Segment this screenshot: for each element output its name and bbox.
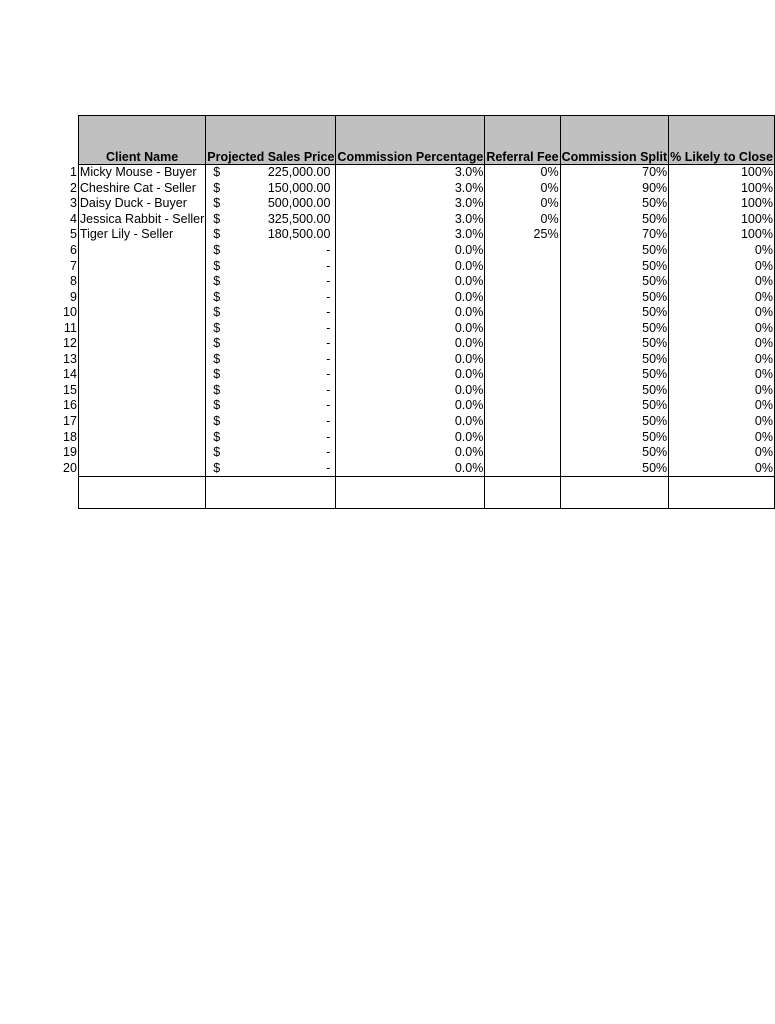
cell-commission-percentage[interactable]: 0.0% (336, 243, 485, 259)
cell-projected-sales-price[interactable] (206, 398, 336, 414)
cell-commission-split[interactable]: 50% (560, 414, 669, 430)
cell-likely-to-close[interactable]: 0% (669, 258, 775, 274)
cell-commission-percentage[interactable]: 0.0% (336, 289, 485, 305)
cell-referral-fee[interactable] (485, 429, 560, 445)
price-value: - (326, 320, 331, 335)
cell-commission-percentage[interactable]: 0.0% (336, 305, 485, 321)
cell-projected-sales-price[interactable] (206, 367, 336, 383)
cell-commission-percentage[interactable]: 0.0% (336, 367, 485, 383)
currency-symbol: $ (213, 336, 221, 351)
row-number: 15 (63, 382, 77, 397)
price-value: - (326, 351, 331, 366)
cell-projected-sales-price[interactable] (206, 289, 336, 305)
cell-likely-to-close[interactable] (669, 476, 775, 508)
cell-commission-percentage[interactable] (336, 476, 485, 508)
cell-projected-sales-price[interactable] (206, 305, 336, 321)
price-value: - (326, 243, 331, 257)
cell-commission-split[interactable]: 70% (560, 227, 669, 243)
cell-likely-to-close[interactable]: 100% (669, 181, 775, 197)
price-value: - (326, 414, 331, 429)
table-row (62, 243, 774, 259)
currency-symbol: $ (213, 211, 221, 226)
cell-commission-split[interactable]: 50% (560, 398, 669, 414)
table-row (62, 181, 774, 197)
cell-commission-percentage[interactable]: 0.0% (336, 352, 485, 368)
cell-likely-to-close[interactable]: 100% (669, 212, 775, 228)
currency-symbol: $ (213, 382, 221, 397)
row-number: 10 (63, 305, 77, 320)
cell-likely-to-close[interactable]: 100% (669, 227, 775, 243)
price-value: - (326, 460, 331, 475)
cell-commission-split[interactable]: 50% (560, 305, 669, 321)
table-row (62, 383, 774, 399)
row-number: 5 (69, 227, 77, 242)
currency-symbol: $ (213, 398, 221, 413)
cell-commission-split[interactable]: 50% (560, 258, 669, 274)
table-row (62, 367, 774, 383)
cell-commission-split[interactable]: 50% (560, 243, 669, 259)
cell-referral-fee[interactable] (485, 243, 560, 259)
cell-commission-split[interactable]: 50% (560, 320, 669, 336)
cell-client-name[interactable] (78, 445, 205, 461)
currency-symbol: $ (213, 320, 221, 335)
row-number (62, 476, 78, 508)
cell-likely-to-close[interactable]: 0% (669, 243, 775, 259)
cell-projected-sales-price[interactable] (206, 460, 336, 476)
cell-client-name[interactable] (78, 398, 205, 414)
row-number: 20 (63, 460, 77, 475)
cell-commission-split[interactable]: 50% (560, 274, 669, 290)
cell-commission-percentage[interactable]: 0.0% (336, 258, 485, 274)
currency-symbol: $ (213, 305, 221, 320)
row-number: 11 (63, 320, 77, 335)
price-value: - (326, 336, 331, 351)
cell-projected-sales-price[interactable] (206, 320, 336, 336)
cell-projected-sales-price[interactable] (206, 243, 336, 259)
cell-commission-percentage[interactable]: 3.0% (336, 181, 485, 197)
row-number: 6 (69, 243, 77, 257)
currency-symbol: $ (213, 227, 221, 242)
row-number: 9 (69, 289, 77, 304)
cell-referral-fee[interactable] (485, 305, 560, 321)
row-number: 17 (63, 414, 77, 429)
cell-commission-percentage[interactable]: 0.0% (336, 414, 485, 430)
cell-referral-fee[interactable] (485, 445, 560, 461)
currency-symbol: $ (213, 258, 221, 273)
price-value: 150,000.00 (267, 180, 331, 195)
cell-commission-split[interactable]: 50% (560, 336, 669, 352)
price-value: 325,500.00 (267, 211, 331, 226)
cell-projected-sales-price[interactable] (206, 476, 336, 508)
cell-client-name[interactable] (78, 476, 205, 508)
cell-referral-fee[interactable]: 0% (485, 212, 560, 228)
price-value: - (326, 429, 331, 444)
row-number: 19 (63, 445, 77, 460)
row-number: 1 (69, 165, 77, 180)
cell-commission-percentage[interactable]: 0.0% (336, 336, 485, 352)
cell-referral-fee[interactable]: 0% (485, 196, 560, 212)
currency-symbol: $ (213, 429, 221, 444)
cell-projected-sales-price[interactable] (206, 445, 336, 461)
cell-client-name[interactable] (78, 243, 205, 259)
cell-likely-to-close[interactable]: 0% (669, 305, 775, 321)
cell-client-name[interactable] (78, 258, 205, 274)
row-number: 18 (63, 429, 77, 444)
price-value: - (326, 398, 331, 413)
table-row (62, 227, 774, 243)
cell-commission-split[interactable]: 50% (560, 460, 669, 476)
cell-likely-to-close[interactable]: 0% (669, 429, 775, 445)
cell-client-name[interactable] (78, 414, 205, 430)
cell-client-name[interactable] (78, 367, 205, 383)
currency-symbol: $ (213, 445, 221, 460)
cell-commission-split[interactable]: 50% (560, 367, 669, 383)
cell-commission-split[interactable]: 50% (560, 352, 669, 368)
cell-referral-fee[interactable] (485, 383, 560, 399)
cell-commission-percentage[interactable]: 0.0% (336, 445, 485, 461)
cell-projected-sales-price[interactable] (206, 212, 336, 228)
header-commission-percentage: Commission Percentage (336, 116, 485, 165)
cell-client-name[interactable] (78, 336, 205, 352)
row-number: 16 (63, 398, 77, 413)
row-number: 7 (69, 258, 77, 273)
cell-commission-percentage[interactable]: 0.0% (336, 320, 485, 336)
row-number: 3 (69, 196, 77, 211)
cell-client-name[interactable] (78, 305, 205, 321)
cell-client-name[interactable] (78, 460, 205, 476)
cell-client-name[interactable] (78, 274, 205, 290)
cell-referral-fee[interactable] (485, 352, 560, 368)
table-row (62, 165, 774, 181)
table-row (62, 274, 774, 290)
cell-client-name[interactable]: Micky Mouse - Buyer (78, 165, 205, 181)
header-client-name: Client Name (78, 116, 205, 165)
cell-referral-fee[interactable] (485, 398, 560, 414)
cell-likely-to-close[interactable]: 0% (669, 336, 775, 352)
cell-commission-percentage[interactable]: 0.0% (336, 274, 485, 290)
header-commission-split: Commission Split (560, 116, 669, 165)
cell-referral-fee[interactable]: 25% (485, 227, 560, 243)
cell-referral-fee[interactable] (485, 476, 560, 508)
table-row (62, 289, 774, 305)
table-row (62, 460, 774, 476)
cell-referral-fee[interactable] (485, 336, 560, 352)
header-referral-fee: Referral Fee (485, 116, 560, 165)
table-row (62, 320, 774, 336)
cell-client-name[interactable] (78, 429, 205, 445)
cell-commission-split[interactable]: 50% (560, 429, 669, 445)
price-value: - (326, 445, 331, 460)
row-number-header (62, 116, 78, 165)
table-row (62, 429, 774, 445)
blank-footer-row (62, 476, 774, 508)
row-number: 8 (69, 274, 77, 289)
row-number: 14 (63, 367, 77, 382)
cell-commission-percentage[interactable]: 0.0% (336, 460, 485, 476)
row-number: 12 (63, 336, 77, 351)
cell-commission-split[interactable]: 50% (560, 212, 669, 228)
cell-commission-percentage[interactable]: 0.0% (336, 383, 485, 399)
table-row (62, 445, 774, 461)
price-value: - (326, 367, 331, 382)
cell-referral-fee[interactable] (485, 367, 560, 383)
cell-projected-sales-price[interactable] (206, 352, 336, 368)
currency-symbol: $ (213, 367, 221, 382)
cell-commission-percentage[interactable]: 0.0% (336, 398, 485, 414)
table-row (62, 258, 774, 274)
price-value: - (326, 382, 331, 397)
currency-symbol: $ (213, 274, 221, 289)
table-row (62, 212, 774, 228)
cell-commission-split[interactable]: 90% (560, 181, 669, 197)
cell-likely-to-close[interactable]: 0% (669, 445, 775, 461)
cell-commission-percentage[interactable]: 3.0% (336, 227, 485, 243)
price-value: - (326, 305, 331, 320)
cell-referral-fee[interactable] (485, 274, 560, 290)
cell-commission-percentage[interactable]: 0.0% (336, 429, 485, 445)
cell-client-name[interactable]: Tiger Lily - Seller (78, 227, 205, 243)
cell-client-name[interactable]: Daisy Duck - Buyer (78, 196, 205, 212)
cell-commission-split[interactable]: 50% (560, 383, 669, 399)
cell-client-name[interactable] (78, 383, 205, 399)
commission-sheet (62, 115, 775, 509)
cell-likely-to-close[interactable]: 0% (669, 460, 775, 476)
cell-likely-to-close[interactable]: 0% (669, 414, 775, 430)
cell-likely-to-close[interactable]: 100% (669, 165, 775, 181)
row-number: 4 (69, 211, 77, 226)
cell-projected-sales-price[interactable] (206, 274, 336, 290)
cell-client-name[interactable] (78, 320, 205, 336)
table-row (62, 305, 774, 321)
currency-symbol: $ (213, 165, 221, 180)
cell-commission-split[interactable]: 70% (560, 165, 669, 181)
cell-likely-to-close[interactable]: 0% (669, 398, 775, 414)
row-number: 13 (63, 351, 77, 366)
currency-symbol: $ (213, 196, 221, 211)
currency-symbol: $ (213, 351, 221, 366)
header-row (62, 116, 774, 165)
cell-commission-split[interactable]: 50% (560, 289, 669, 305)
cell-commission-split[interactable]: 50% (560, 196, 669, 212)
currency-symbol: $ (213, 180, 221, 195)
row-number: 2 (69, 180, 77, 195)
table-row (62, 398, 774, 414)
price-value: - (326, 274, 331, 289)
cell-projected-sales-price[interactable] (206, 414, 336, 430)
header-likely-to-close: % Likely to Close (669, 116, 775, 165)
cell-client-name[interactable]: Jessica Rabbit - Seller (79, 211, 205, 226)
cell-commission-split[interactable] (560, 476, 669, 508)
price-value: - (326, 289, 331, 304)
cell-projected-sales-price[interactable] (206, 181, 336, 197)
currency-symbol: $ (213, 414, 221, 429)
price-value: 225,000.00 (267, 165, 331, 180)
cell-projected-sales-price[interactable] (206, 165, 336, 181)
cell-projected-sales-price[interactable] (206, 227, 336, 243)
currency-symbol: $ (213, 243, 221, 257)
cell-referral-fee[interactable] (485, 414, 560, 430)
cell-client-name[interactable] (78, 352, 205, 368)
cell-projected-sales-price[interactable] (206, 429, 336, 445)
cell-commission-percentage[interactable]: 3.0% (336, 212, 485, 228)
cell-likely-to-close[interactable]: 100% (669, 196, 775, 212)
cell-likely-to-close[interactable]: 0% (669, 352, 775, 368)
cell-referral-fee[interactable]: 0% (485, 165, 560, 181)
table-row (62, 336, 774, 352)
price-value: 180,500.00 (267, 227, 331, 242)
cell-likely-to-close[interactable]: 0% (669, 383, 775, 399)
header-projected-sales-price: Projected Sales Price (206, 116, 336, 165)
cell-projected-sales-price[interactable] (206, 258, 336, 274)
cell-likely-to-close[interactable]: 0% (669, 289, 775, 305)
cell-client-name[interactable] (78, 289, 205, 305)
currency-symbol: $ (213, 289, 221, 304)
cell-referral-fee[interactable] (485, 258, 560, 274)
cell-referral-fee[interactable]: 0% (485, 181, 560, 197)
commission-table (62, 115, 775, 509)
currency-symbol: $ (213, 460, 221, 475)
cell-projected-sales-price[interactable] (206, 383, 336, 399)
cell-client-name[interactable]: Cheshire Cat - Seller (78, 181, 205, 197)
cell-projected-sales-price[interactable] (206, 336, 336, 352)
price-value: - (326, 258, 331, 273)
cell-commission-percentage[interactable]: 3.0% (336, 196, 485, 212)
table-row (62, 352, 774, 368)
cell-referral-fee[interactable] (485, 320, 560, 336)
cell-likely-to-close[interactable]: 0% (669, 274, 775, 290)
table-row (62, 414, 774, 430)
cell-likely-to-close[interactable]: 0% (669, 367, 775, 383)
cell-commission-percentage[interactable]: 3.0% (336, 165, 485, 181)
cell-commission-split[interactable]: 50% (560, 445, 669, 461)
price-value: 500,000.00 (267, 196, 331, 211)
cell-referral-fee[interactable] (485, 460, 560, 476)
cell-referral-fee[interactable] (485, 289, 560, 305)
cell-likely-to-close[interactable]: 0% (669, 320, 775, 336)
cell-projected-sales-price[interactable] (206, 196, 336, 212)
table-row (62, 196, 774, 212)
